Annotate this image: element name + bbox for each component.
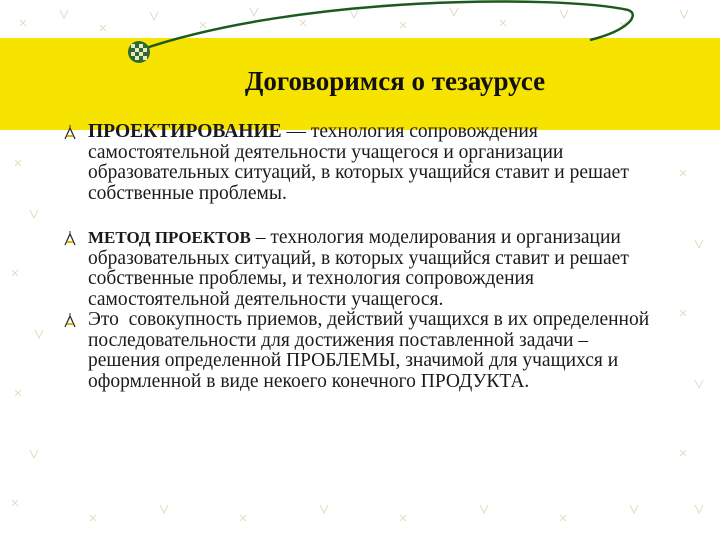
bullet-list (62, 122, 662, 392)
bullet-item (62, 310, 662, 392)
slide-title: Договоримся о тезаурусе (244, 66, 546, 96)
bullet-text: Это совокупность приемов, действий учащихся в их определенной последовательности для достижения поставленной задачи – решения определенной ПРОБЛЕМЫ, значимой для учащихся и оформленной в виде некоего конечного ПРОДУКТА. (88, 309, 655, 392)
bullet-term: ПРОЕКТИРОВАНИЕ (88, 121, 282, 142)
bullet-item (62, 122, 662, 204)
sprout-bullet-icon (62, 313, 78, 329)
bullet-text: – технология моделирования и организации образовательных ситуаций, в которых учащийся ставит и решает собственные проблемы, и технология сопровождения самостоятельной деятельности учащегося. (88, 227, 629, 310)
bullet-term: МЕТОД ПРОЕКТОВ (88, 228, 251, 247)
bullet-text: — технология сопровождения самостоятельной деятельности учащегося и организации образовательных ситуаций, в которых учащийся ставит и решает собственные проблемы. (88, 121, 629, 204)
sprout-bullet-icon (62, 125, 78, 141)
sprout-bullet-icon (62, 231, 78, 247)
bullet-item (62, 228, 662, 310)
